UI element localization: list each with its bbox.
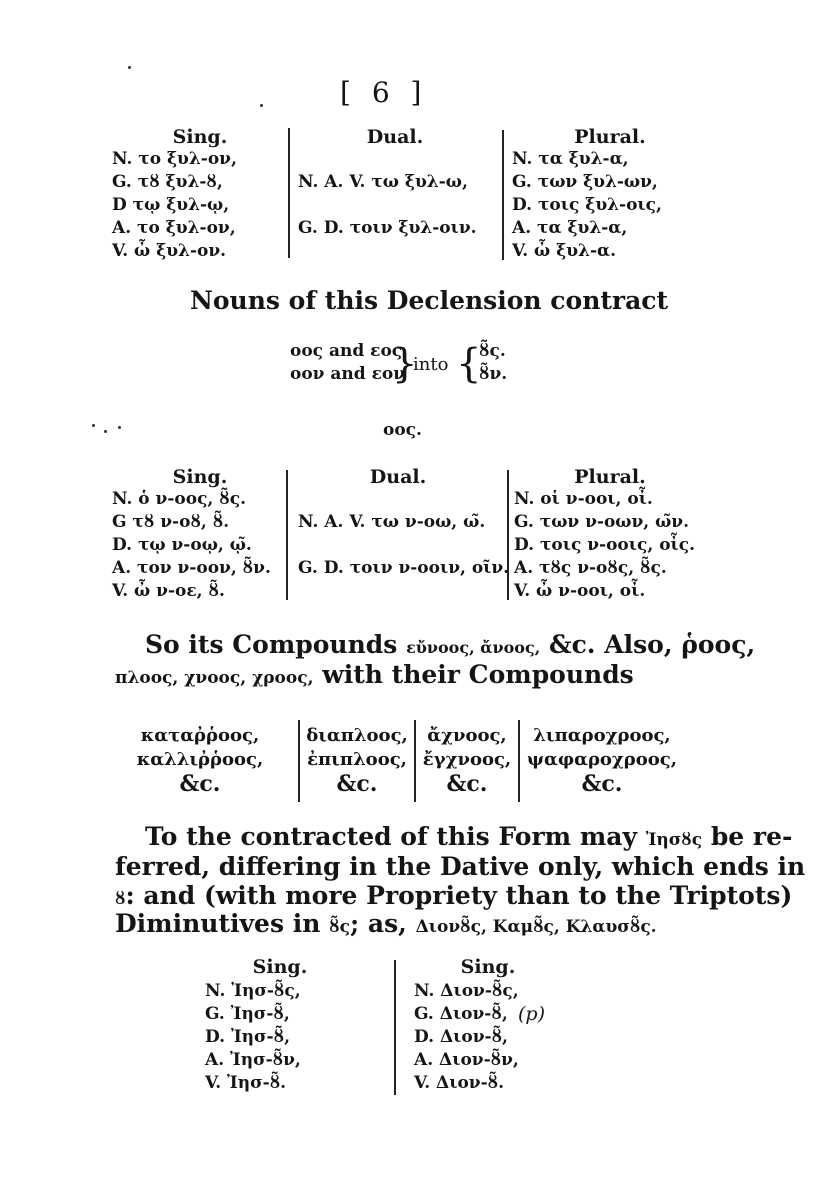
plural-header: Plural. bbox=[574, 466, 646, 488]
compound-word: ἄχνοος, bbox=[427, 725, 507, 746]
paragraph-text: be re- bbox=[702, 822, 793, 851]
case-row: V. ὦ ξυλ-α. bbox=[512, 241, 617, 261]
sing-header: Sing. bbox=[460, 956, 516, 978]
case-row: D. Διον-ȣ̃, bbox=[414, 1027, 508, 1047]
sing-header: Sing. bbox=[172, 126, 228, 148]
plural-header: Plural. bbox=[574, 126, 646, 148]
case-row: N. ὁ ν-οος, ȣ̃ς. bbox=[112, 489, 246, 509]
column-divider bbox=[394, 960, 396, 1095]
compound-word: διαπλοος, bbox=[306, 725, 408, 746]
case-row: A. τȣς ν-οȣς, ȣ̃ς. bbox=[514, 558, 667, 578]
dual-row: N. A. V. τω ν-οω, ω̃. bbox=[298, 512, 486, 532]
paragraph-text: Diminutives in bbox=[115, 909, 330, 938]
column-divider bbox=[502, 130, 504, 260]
case-row: V. Διον-ȣ̃. bbox=[414, 1073, 505, 1093]
compounds-text: &c. Also, ῥοος, bbox=[540, 630, 756, 659]
case-row: D. Ἰησ-ȣ̃, bbox=[205, 1027, 290, 1047]
ink-speck bbox=[128, 66, 131, 69]
case-row: G. τȣ ξυλ-ȣ, bbox=[112, 172, 223, 192]
column-divider bbox=[286, 470, 288, 600]
paragraph-greek: Διονȣ̃ς, Καμȣ̃ς, Κλαυσȣ̃ς. bbox=[415, 917, 657, 937]
case-row: A. Διον-ȣ̃ν, bbox=[414, 1050, 519, 1070]
case-row: A. τα ξυλ-α, bbox=[512, 218, 628, 238]
case-row: N. Διον-ȣ̃ς, bbox=[414, 981, 519, 1001]
compound-etc: &c. bbox=[581, 771, 623, 797]
case-row: V. ὦ ξυλ-ον. bbox=[112, 241, 227, 261]
compounds-line-2 bbox=[115, 660, 634, 693]
rule-left: οον and εον bbox=[290, 364, 406, 384]
compound-word: καλλιῤῥοος, bbox=[136, 749, 264, 770]
sing-header: Sing. bbox=[172, 466, 228, 488]
dual-header: Dual. bbox=[369, 466, 427, 488]
ink-speck bbox=[260, 104, 263, 107]
dual-row: G. D. τοιν ν-οοιν, οῖν. bbox=[298, 558, 510, 578]
compound-etc: &c. bbox=[336, 771, 378, 797]
ink-speck bbox=[92, 424, 95, 427]
compound-etc: &c. bbox=[446, 771, 488, 797]
compound-column bbox=[418, 724, 516, 796]
paragraph-greek: ȣ̃ς bbox=[329, 917, 350, 937]
case-row: G. Ἰησ-ȣ̃, bbox=[205, 1004, 290, 1024]
page-number: [ 6 ] bbox=[340, 76, 428, 109]
sing-column bbox=[112, 488, 271, 603]
case-row: A. τον ν-οον, ȣ̃ν. bbox=[112, 558, 271, 578]
rule-left: οος and εος bbox=[290, 341, 403, 361]
column-divider bbox=[288, 128, 290, 258]
compound-word: καταῤῥοος, bbox=[140, 725, 260, 746]
paragraph-text: ; as, bbox=[349, 909, 416, 938]
paragraph-line-1 bbox=[145, 822, 792, 855]
ink-speck bbox=[104, 430, 107, 433]
compounds-line-1 bbox=[145, 630, 755, 662]
section-title: Nouns of this Declension contract bbox=[190, 286, 669, 315]
paragraph-text: : and (with more Propriety than to the Triptots) bbox=[125, 881, 793, 910]
sing-column bbox=[112, 148, 237, 263]
note-marker: (p) bbox=[518, 1003, 545, 1025]
paragraph-greek: Ἰησȣς bbox=[645, 830, 703, 850]
plural-column bbox=[512, 148, 662, 263]
case-row: G. των ν-οων, ω̃ν. bbox=[514, 512, 689, 532]
compound-word: ψαφαροχροος, bbox=[527, 749, 677, 770]
dual-row: N. A. V. τω ξυλ-ω, bbox=[298, 172, 468, 192]
left-brace: { bbox=[456, 341, 482, 387]
paragraph-greek: ȣ bbox=[115, 889, 126, 909]
case-row: A. το ξυλ-ον, bbox=[112, 218, 236, 238]
rule-right: ȣ̃ς. bbox=[479, 341, 506, 361]
rule-into: into bbox=[413, 354, 449, 375]
case-row: G τȣ ν-οȣ, ȣ̃. bbox=[112, 512, 230, 532]
case-row: D τῳ ξυλ-ῳ, bbox=[112, 195, 230, 215]
compound-column bbox=[302, 724, 412, 796]
compounds-text: with their Compounds bbox=[313, 660, 634, 689]
compound-column bbox=[115, 724, 285, 796]
column-divider bbox=[298, 720, 300, 802]
column-divider bbox=[507, 470, 509, 600]
compound-word: ἔγχνοος, bbox=[422, 749, 512, 770]
paragraph-text: To the contracted of this Form may bbox=[145, 822, 646, 851]
subsection-heading: οος. bbox=[383, 420, 422, 440]
plural-column bbox=[514, 488, 695, 603]
sing-header: Sing. bbox=[252, 956, 308, 978]
rule-right: ȣ̃ν. bbox=[479, 364, 508, 384]
case-row: V. ὦ ν-οοι, οἶ. bbox=[514, 581, 646, 601]
case-row: N. Ἰησ-ȣ̃ς, bbox=[205, 981, 301, 1001]
column-divider bbox=[518, 720, 520, 802]
compounds-greek: πλοος, χνοος, χροος, bbox=[115, 668, 314, 688]
compound-word: λιπαροχροος, bbox=[533, 725, 671, 746]
case-row: G. των ξυλ-ων, bbox=[512, 172, 658, 192]
column-divider bbox=[414, 720, 416, 802]
case-row: N. το ξυλ-ον, bbox=[112, 149, 237, 169]
right-brace: } bbox=[392, 341, 418, 387]
ink-speck bbox=[118, 426, 121, 429]
paragraph-line-4 bbox=[115, 909, 657, 942]
sing-column bbox=[414, 980, 519, 1095]
case-row: V. Ἰησ-ȣ̃. bbox=[205, 1073, 287, 1093]
sing-column bbox=[205, 980, 301, 1095]
case-row: D. τοις ξυλ-οις, bbox=[512, 195, 662, 215]
case-row: G. Διον-ȣ̃, bbox=[414, 1004, 508, 1024]
compounds-text: So its Compounds bbox=[145, 630, 407, 659]
compounds-greek: εὔνοος, ἄνοος, bbox=[406, 638, 541, 657]
case-row: D. τῳ ν-οῳ, ῳ̃. bbox=[112, 535, 252, 555]
case-row: V. ὦ ν-οε, ȣ̃. bbox=[112, 581, 225, 601]
compound-column bbox=[522, 724, 682, 796]
compound-word: ἐπιπλοος, bbox=[307, 749, 407, 770]
dual-row: G. D. τοιν ξυλ-οιν. bbox=[298, 218, 477, 238]
dual-header: Dual. bbox=[366, 126, 424, 148]
case-row: N. οἱ ν-οοι, οἶ. bbox=[514, 489, 653, 509]
case-row: N. τα ξυλ-α, bbox=[512, 149, 629, 169]
compound-etc: &c. bbox=[179, 771, 221, 797]
paragraph-line-2: ferred, differing in the Dative only, which ends in bbox=[115, 852, 806, 881]
case-row: D. τοις ν-οοις, οἶς. bbox=[514, 535, 696, 555]
case-row: A. Ἰησ-ȣ̃ν, bbox=[205, 1050, 301, 1070]
